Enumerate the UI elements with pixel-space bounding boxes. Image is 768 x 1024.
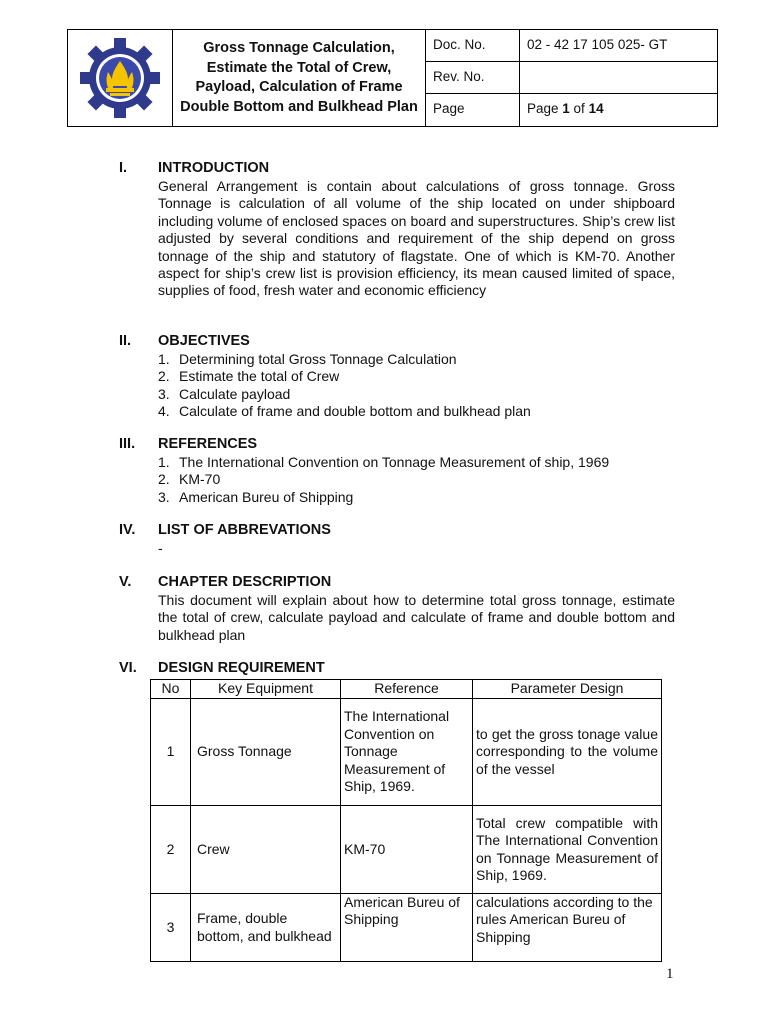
section-number: IV. <box>119 522 136 538</box>
cell-reference: The International Convention on Tonnage Measurement of Ship, 1969. <box>341 699 473 806</box>
rev-no-value <box>520 62 717 93</box>
doc-no-label: Doc. No. <box>426 30 520 61</box>
introduction-text: General Arrangement is contain about calculations of gross tonnage. Gross Tonnage is calculation of all volume of the ship located on under shipboard including volume of enclosed spaces on board and superstructures. Ship’s crew list adjusted by several conditions and requirement of the ship depend on gross tonnage of the ship and statutory of flagstate. One of which is KM-70. Another aspect for ship’s crew list is provision efficiency, its mean caused limited of space, supplies of food, fresh water and economic efficiency <box>158 178 675 299</box>
rev-no-label: Rev. No. <box>426 62 520 93</box>
page-total: 14 <box>588 101 604 116</box>
column-header: No <box>151 680 191 699</box>
logo-cell <box>68 30 173 126</box>
institution-emblem-icon <box>78 36 162 120</box>
list-number: 4. <box>158 403 170 420</box>
chapter-description-text: This document will explain about how to determine total gross tonnage, estimate the total of crew, calculate payload and calculate of frame and double bottom and bulkhead plan <box>158 592 675 643</box>
page-prefix: Page <box>527 101 563 116</box>
list-item <box>158 351 678 368</box>
list-item <box>158 386 678 403</box>
list-number: 2. <box>158 368 170 385</box>
column-header: Reference <box>341 680 473 699</box>
abbreviations-text: - <box>158 540 163 556</box>
document-title: Gross Tonnage Calculation, Estimate the Total of Crew, Payload, Calculation of Frame Double Bottom and Bulkhead Plan <box>173 30 426 126</box>
list-item <box>158 489 678 506</box>
doc-no-row <box>426 30 717 62</box>
list-number: 2. <box>158 471 170 488</box>
document-header <box>67 29 718 127</box>
list-text: Calculate payload <box>179 385 291 402</box>
references-list <box>158 454 678 506</box>
cell-no: 3 <box>151 894 191 962</box>
section-number: I. <box>119 160 128 176</box>
list-item <box>158 403 678 420</box>
cell-parameter: Total crew compatible with The International Convention on Tonnage Measurement of Ship, 1969. <box>473 806 662 894</box>
list-number: 1. <box>158 351 170 367</box>
list-item <box>158 454 678 471</box>
section-heading: INTRODUCTION <box>158 160 270 176</box>
page-number: 1 <box>666 966 674 982</box>
cell-no: 2 <box>151 806 191 894</box>
column-header: Parameter Design <box>473 680 662 699</box>
cell-equipment: Frame, double bottom, and bulkhead <box>191 894 341 962</box>
list-number: 3. <box>158 488 170 505</box>
list-text: Estimate the total of Crew <box>179 368 340 385</box>
section-number: V. <box>119 574 132 590</box>
rev-no-row <box>426 62 717 94</box>
page-value <box>520 94 717 126</box>
table-header-row <box>151 680 662 699</box>
page-current: 1 <box>562 101 570 116</box>
section-number: II. <box>119 333 132 349</box>
doc-no-value: 02 - 42 17 105 025- GT <box>527 37 668 52</box>
section-heading: DESIGN REQUIREMENT <box>158 660 325 676</box>
cell-equipment: Gross Tonnage <box>191 699 341 806</box>
cell-reference: KM-70 <box>341 806 473 894</box>
section-heading: OBJECTIVES <box>158 333 250 349</box>
section-number: III. <box>119 436 136 452</box>
list-text: American Bureu of Shipping <box>179 488 354 505</box>
table-row <box>151 806 662 894</box>
list-text: KM-70 <box>179 471 221 488</box>
page-of: of <box>569 101 589 116</box>
cell-parameter: to get the gross tonage value corresponding to the volume of the vessel <box>473 699 662 806</box>
cell-parameter: calculations according to the rules American Bureu of Shipping <box>473 894 662 962</box>
list-number: 1. <box>158 454 170 470</box>
list-text: Determining total Gross Tonnage Calculation <box>179 351 457 367</box>
list-text: The International Convention on Tonnage Measurement of ship, 1969 <box>179 454 610 470</box>
design-requirement-table <box>150 679 662 962</box>
section-heading: CHAPTER DESCRIPTION <box>158 574 332 590</box>
list-text: Calculate of frame and double bottom and bulkhead plan <box>179 403 531 420</box>
list-item <box>158 368 678 385</box>
section-number: VI. <box>119 660 137 676</box>
section-heading: REFERENCES <box>158 436 258 452</box>
cell-equipment: Crew <box>191 806 341 894</box>
table-row <box>151 894 662 962</box>
page-label: Page <box>426 94 520 126</box>
cell-reference: American Bureu of Shipping <box>341 894 473 962</box>
cell-no: 1 <box>151 699 191 806</box>
document-meta <box>426 30 717 126</box>
column-header: Key Equipment <box>191 680 341 699</box>
list-item <box>158 471 678 488</box>
table-row <box>151 699 662 806</box>
section-heading: LIST OF ABBREVATIONS <box>158 522 331 538</box>
objectives-list <box>158 351 678 421</box>
list-number: 3. <box>158 385 170 402</box>
page-row <box>426 94 717 126</box>
